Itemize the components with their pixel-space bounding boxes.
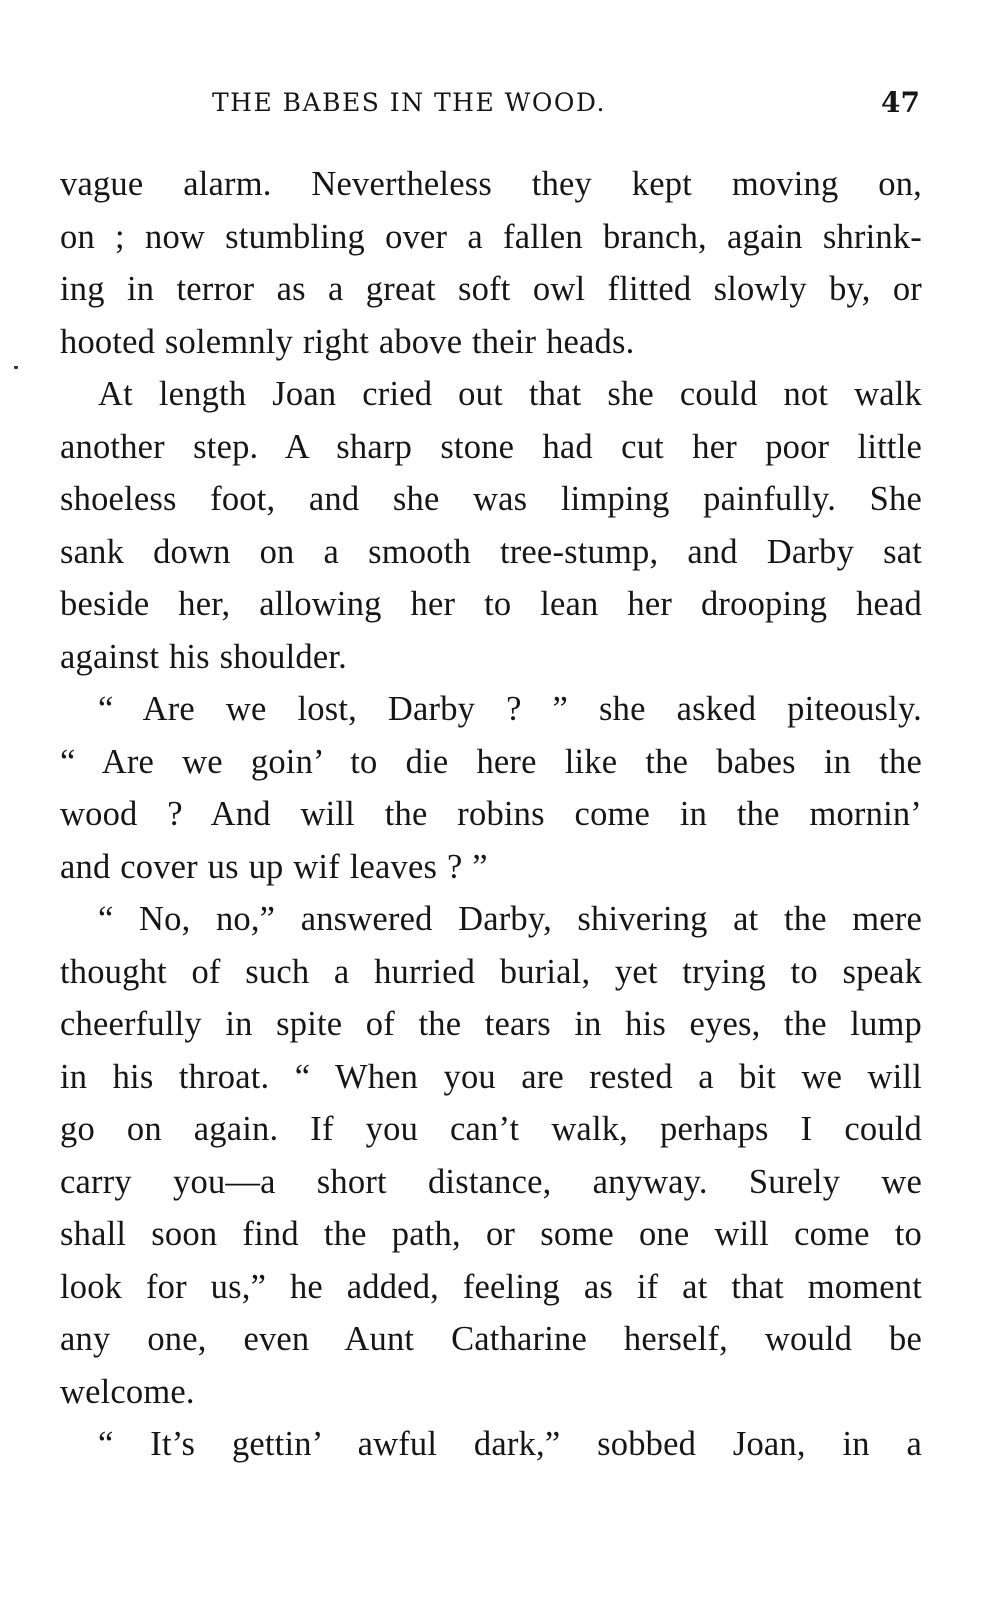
text-line: on ; now stumbling over a fallen branch, again shrink-: [60, 217, 922, 256]
text-line: “ It’s gettin’ awful dark,” sobbed Joan, in a: [98, 1425, 922, 1463]
text-line: At length Joan cried out that she could not walk: [98, 375, 922, 413]
text-line: go on again. If you can’t walk, perhaps I could: [60, 1110, 922, 1148]
text-line: and cover us up wif leaves ? ”: [60, 847, 488, 886]
text-line: look for us,” he added, feeling as if at that moment: [60, 1267, 922, 1306]
text-line: any one, even Aunt Catharine herself, would be: [60, 1320, 922, 1358]
text-line: “ Are we goin’ to die here like the babes in the: [60, 742, 922, 781]
running-title: THE BABES IN THE WOOD.: [212, 88, 606, 117]
text-line: shoeless foot, and she was limping painfully. She: [60, 480, 922, 518]
text-line: cheerfully in spite of the tears in his eyes, the lump: [60, 1005, 922, 1043]
text-line: ing in terror as a great soft owl flitted slowly by, or: [60, 270, 922, 308]
text-line: “ Are we lost, Darby ? ” she asked piteously.: [98, 690, 922, 728]
page-header: [62, 88, 920, 128]
text-line: hooted solemnly right above their heads.: [60, 322, 635, 361]
text-line: another step. A sharp stone had cut her poor little: [60, 427, 922, 466]
page-number: 47: [881, 86, 920, 119]
body-text: [60, 158, 922, 1471]
text-line: beside her, allowing her to lean her drooping head: [60, 585, 922, 623]
text-line: welcome.: [60, 1372, 195, 1411]
text-line: “ No, no,” answered Darby, shivering at the mere: [98, 900, 922, 938]
text-line: carry you—a short distance, anyway. Surely we: [60, 1162, 922, 1201]
text-line: sank down on a smooth tree-stump, and Darby sat: [60, 532, 922, 571]
text-line: in his throat. “ When you are rested a bit we will: [60, 1057, 922, 1096]
text-line: wood ? And will the robins come in the mornin’: [60, 795, 922, 833]
text-line: against his shoulder.: [60, 637, 347, 676]
text-line: shall soon find the path, or some one will come to: [60, 1215, 922, 1253]
print-speck: [14, 366, 18, 369]
text-line: vague alarm. Nevertheless they kept moving on,: [60, 165, 922, 203]
text-line: thought of such a hurried burial, yet trying to speak: [60, 952, 922, 991]
